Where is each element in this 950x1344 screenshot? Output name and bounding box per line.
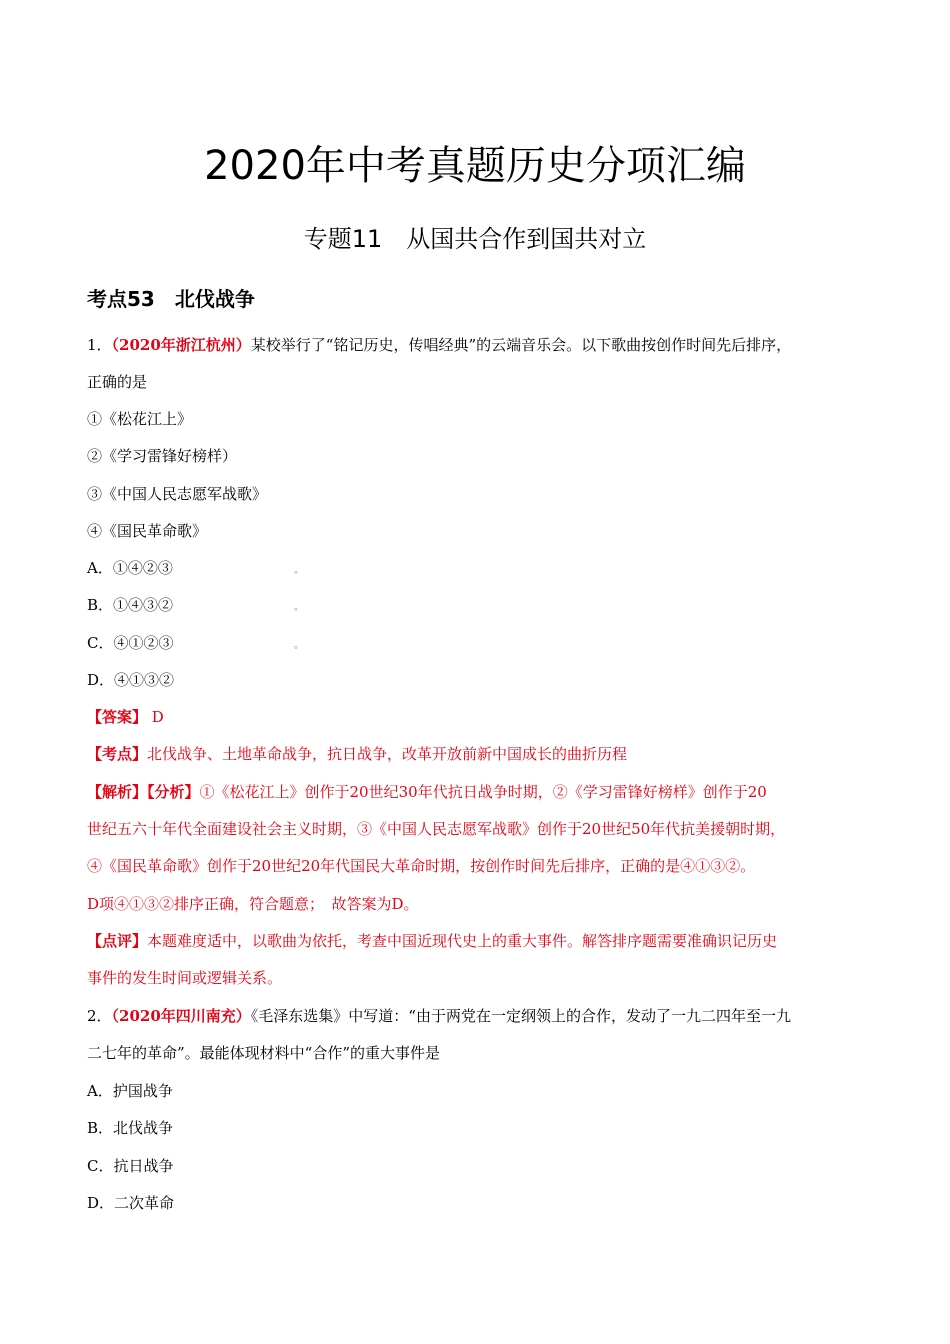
q1-item: ④《国民革命歌》 [87,522,208,540]
q2-stem-line-1 [87,1005,867,1027]
q1-option-b: B．①④③② [87,596,174,614]
document-title: 2020年中考真题历史分项汇编 [204,143,746,189]
kaodian-text: 北伐战争、土地革命战争，抗日战争，改革开放前新中国成长的曲折历程 [147,745,628,763]
option-mark: 。 [294,565,304,576]
dianping-text: 本题难度适中，以歌曲为依托，考查中国近现代史上的重大事件。解答排序题需要准确识记历史 [147,932,778,950]
kaodian-label: 【考点】 [87,745,148,763]
q1-stem-a: 某校举行了“铭记历史，传唱经典”的云端音乐会。以下歌曲按创作时间先后排序， [250,336,792,354]
q1-jiexi-line-4: D项④①③②排序正确，符合题意； 故答案为D。 [87,895,419,913]
jiexi-label: 【解析】【分析】 [87,783,200,801]
q1-option-c: C．④①②③ [87,634,174,652]
jiexi-text: ①《松花江上》创作于20世纪30年代抗日战争时期，②《学习雷锋好榜样》创作于20 [199,783,767,801]
q1-source: （2020年浙江杭州） [111,336,251,354]
q1-stem-line-1 [87,334,867,356]
q2-option-b: B．北伐战争 [87,1119,174,1137]
q1-dianping-line-2: 事件的发生时间或逻辑关系。 [87,969,283,987]
q1-jiexi-line-1 [87,781,867,803]
q2-option-d: D．二次革命 [87,1194,175,1212]
q1-jiexi-line-2: 世纪五六十年代全面建设社会主义时期，③《中国人民志愿军战歌》创作于20世纪50年代抗美援朝时期， [87,820,786,838]
option-mark: 。 [294,602,304,613]
q1-option-a: A．①④②③ [87,559,173,577]
q1-number: 1． [87,336,112,354]
q1-stem-line-2: 正确的是 [87,373,148,391]
answer-label: 【答案】 [87,708,148,726]
q2-option-c: C．抗日战争 [87,1157,174,1175]
option-mark: 。 [294,640,304,651]
answer-value: D [147,708,164,726]
q2-stem-line-2: 二七年的革命”。最能体现材料中“合作”的重大事件是 [87,1044,441,1062]
document-subtitle: 专题11 从国共合作到国共对立 [303,225,647,253]
q1-jiexi-line-3: ④《国民革命歌》创作于20世纪20年代国民大革命时期，按创作时间先后排序，正确的是④①③②。 [87,857,756,875]
q2-source: （2020年四川南充） [111,1007,251,1025]
q1-item: ②《学习雷锋好榜样） [87,447,238,465]
q1-kaodian [87,743,867,765]
q2-number: 2． [87,1007,112,1025]
q1-dianping-line-1 [87,930,867,952]
q2-stem-a: 《毛泽东选集》中写道：“由于两党在一定纲领上的合作，发动了一九二四年至一九 [250,1007,791,1025]
q1-item: ③《中国人民志愿军战歌》 [87,485,268,503]
q1-option-d: D．④①③② [87,671,175,689]
q2-option-a: A．护国战争 [87,1082,173,1100]
q1-item: ①《松花江上》 [87,410,193,428]
dianping-label: 【点评】 [87,932,148,950]
section-heading: 考点53 北伐战争 [87,287,255,311]
q1-answer [87,706,867,728]
